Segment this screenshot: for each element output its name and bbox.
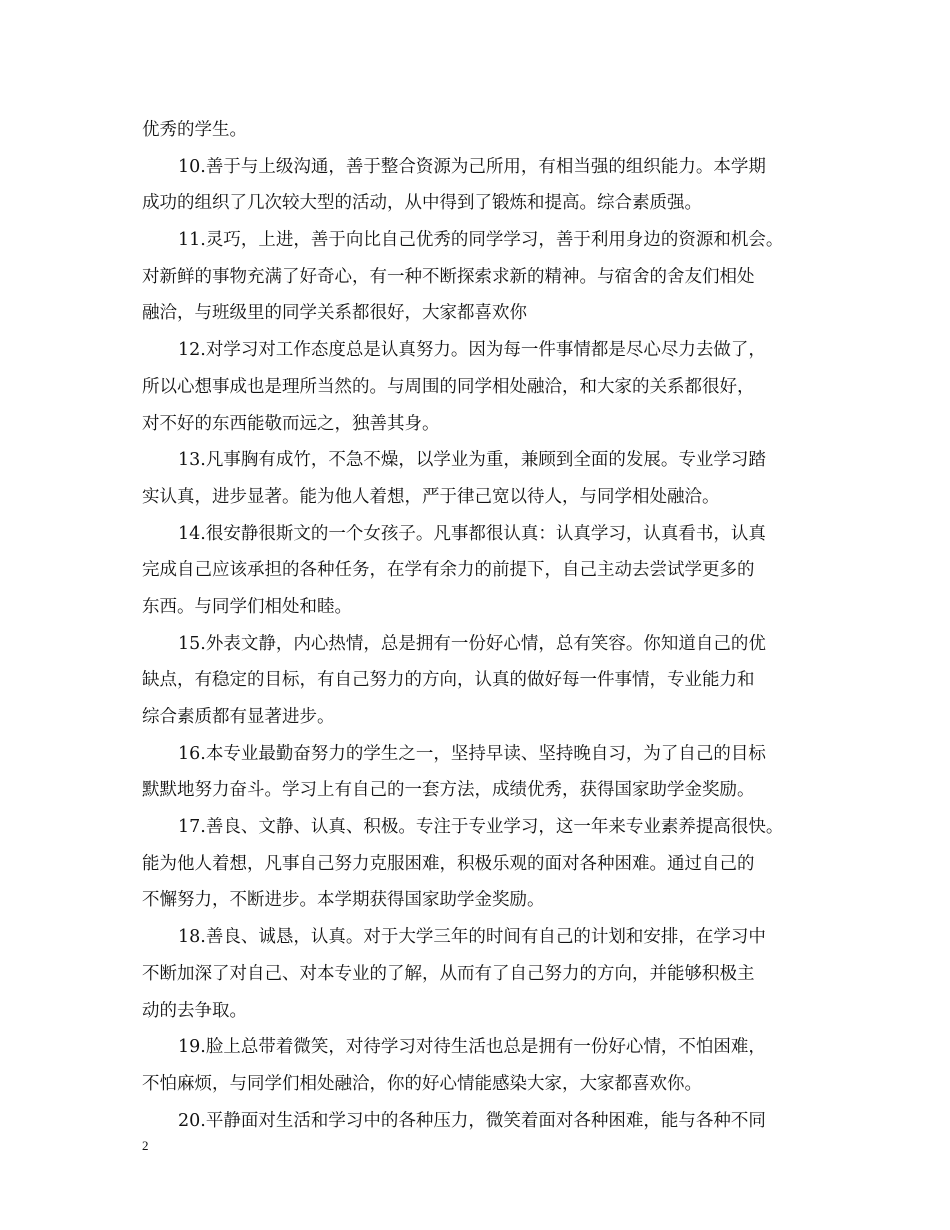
text-line: 10.善于与上级沟通，善于整合资源为己所用，有相当强的组织能力。本学期 xyxy=(178,156,766,177)
text-line: 东西。与同学们相处和睦。 xyxy=(142,596,352,617)
text-line: 20.平静面对生活和学习中的各种压力，微笑着面对各种困难，能与各种不同 xyxy=(178,1110,766,1131)
text-line: 不怕麻烦，与同学们相处融洽，你的好心情能感染大家，大家都喜欢你。 xyxy=(142,1073,702,1094)
text-line: 优秀的学生。 xyxy=(142,120,247,140)
text-line: 不断加深了对自己、对本专业的了解，从而有了自己努力的方向，并能够积极主 xyxy=(142,963,755,984)
text-line: 能为他人着想，凡事自己努力克服困难，积极乐观的面对各种困难。通过自己的 xyxy=(142,853,755,874)
text-line: 16.本专业最勤奋努力的学生之一，坚持早读、坚持晚自习，为了自己的目标 xyxy=(178,743,766,764)
text-line: 13.凡事胸有成竹，不急不燥，以学业为重，兼顾到全面的发展。专业学习踏 xyxy=(178,450,766,471)
document-body xyxy=(142,115,810,1142)
page-number: 2 xyxy=(142,1138,149,1153)
text-line: 对新鲜的事物充满了好奇心，有一种不断探索求新的精神。与宿舍的舍友们相处 xyxy=(142,266,755,287)
text-line: 动的去争取。 xyxy=(142,1000,247,1021)
text-line: 实认真，进步显著。能为他人着想，严于律己宽以待人，与同学相处融洽。 xyxy=(142,486,720,507)
text-line: 综合素质都有显著进步。 xyxy=(142,707,335,727)
text-line: 不懈努力，不断进步。本学期获得国家助学金奖励。 xyxy=(142,890,545,911)
text-line: 对不好的东西能敬而远之，独善其身。 xyxy=(142,413,440,434)
text-line: 18.善良、诚恳，认真。对于大学三年的时间有自己的计划和安排，在学习中 xyxy=(178,927,766,948)
text-line: 所以心想事成也是理所当然的。与周围的同学相处融洽，和大家的关系都很好， xyxy=(142,376,755,397)
text-line: 12.对学习对工作态度总是认真努力。因为每一件事情都是尽心尽力去做了， xyxy=(178,340,766,361)
text-line: 成功的组织了几次较大型的活动，从中得到了锻炼和提高。综合素质强。 xyxy=(142,193,702,214)
text-line: 完成自己应该承担的各种任务，在学有余力的前提下，自己主动去尝试学更多的 xyxy=(142,560,755,581)
text-line: 15.外表文静，内心热情，总是拥有一份好心情，总有笑容。你知道自己的优 xyxy=(178,633,766,654)
text-line: 融洽，与班级里的同学关系都很好，大家都喜欢你 xyxy=(142,303,527,324)
text-line: 11.灵巧，上进，善于向比自己优秀的同学学习，善于利用身边的资源和机会。 xyxy=(178,230,784,251)
text-line: 默默地努力奋斗。学习上有自己的一套方法，成绩优秀，获得国家助学金奖励。 xyxy=(142,780,755,801)
text-line: 缺点，有稳定的目标，有自己努力的方向，认真的做好每一件事情，专业能力和 xyxy=(142,670,755,691)
text-line: 14.很安静很斯文的一个女孩子。凡事都很认真：认真学习，认真看书，认真 xyxy=(178,523,766,544)
text-line: 19.脸上总带着微笑，对待学习对待生活也总是拥有一份好心情，不怕困难， xyxy=(178,1037,766,1058)
text-line: 17.善良、文静、认真、积极。专注于专业学习，这一年来专业素养提高很快。 xyxy=(178,817,784,838)
